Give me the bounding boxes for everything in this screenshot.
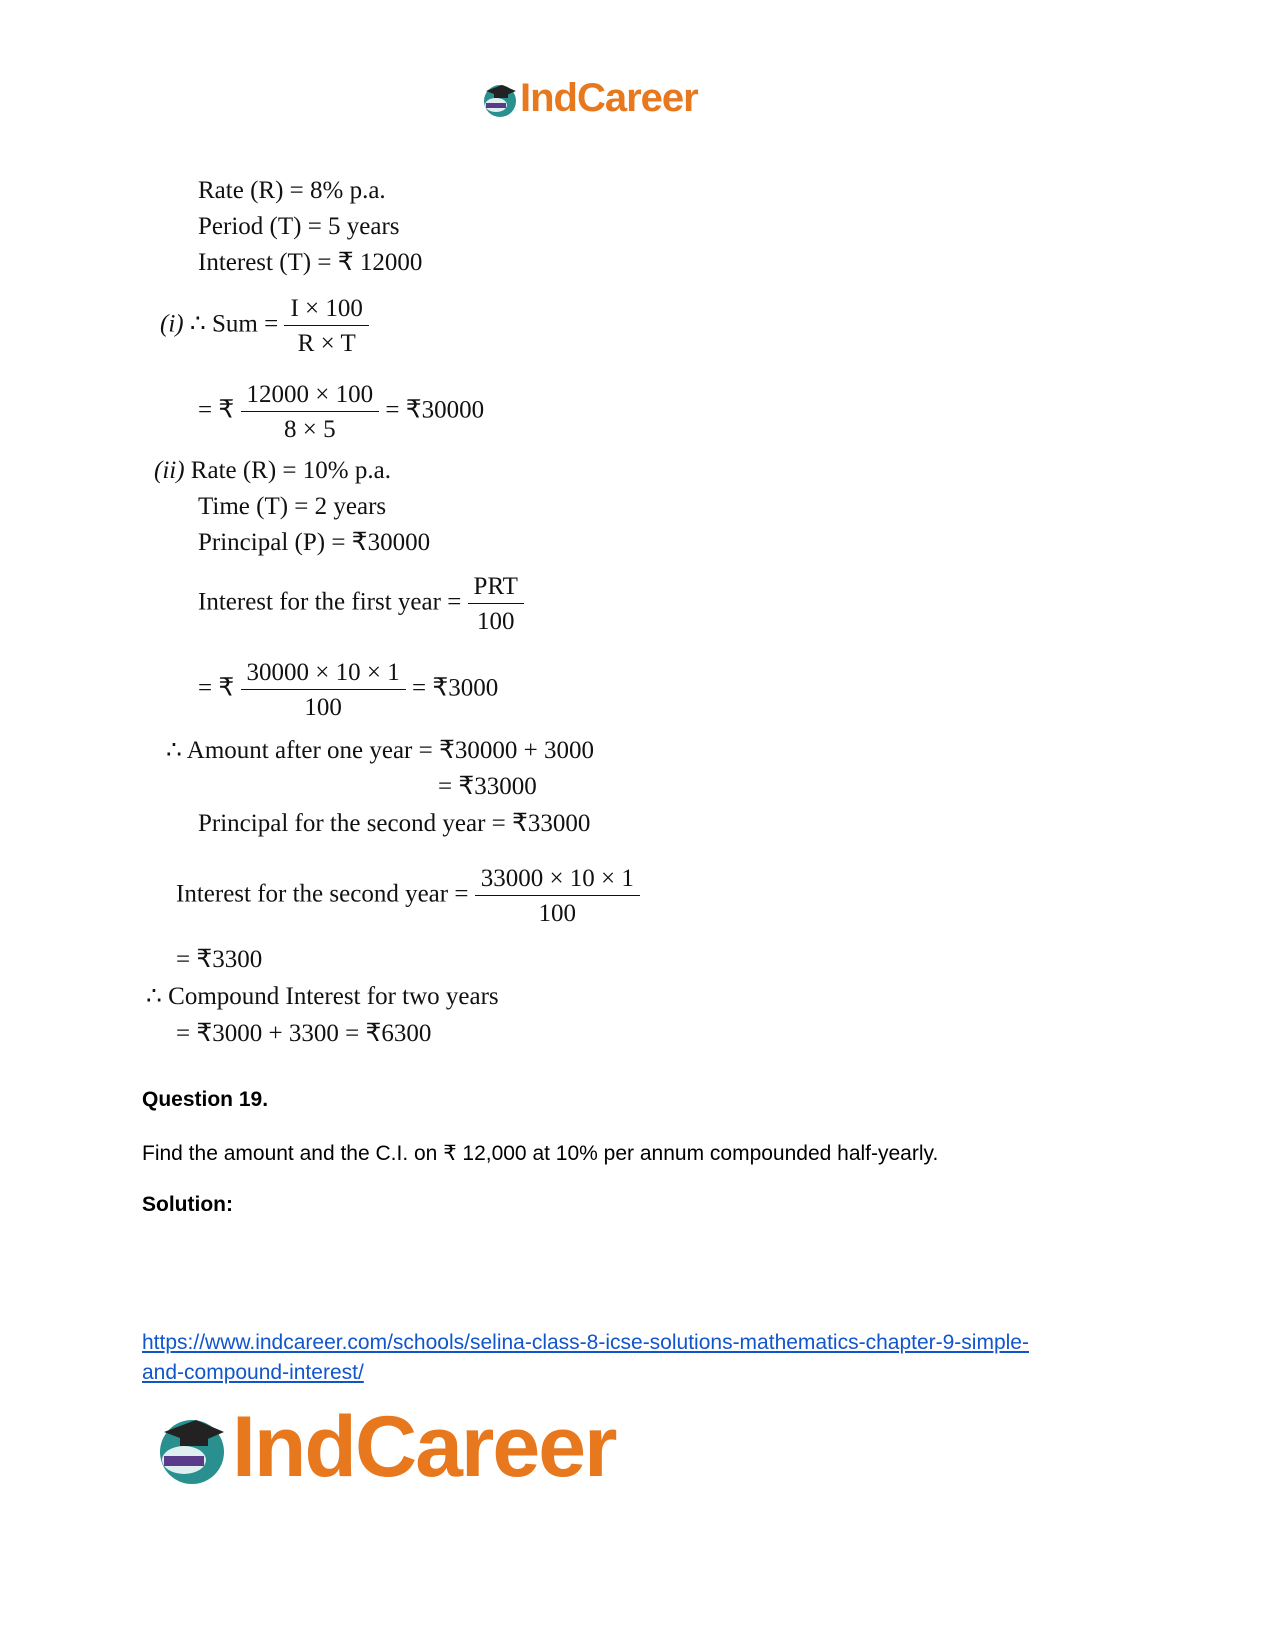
therefore-symbol: ∴	[146, 983, 162, 1010]
interest-first-year-label: Interest for the first year =	[198, 588, 462, 616]
header-logo-text: IndCareer	[520, 76, 698, 120]
sum-formula	[160, 296, 369, 356]
footer-link-block	[142, 1328, 1029, 1388]
principal2-line: Principal (P) = ₹30000	[198, 529, 431, 556]
sum-result: = ₹30000	[385, 396, 485, 424]
sum-fraction	[284, 296, 368, 356]
compound-interest-result: = ₹3000 + 3300 = ₹6300	[176, 1020, 432, 1047]
compound-interest-line	[146, 984, 499, 1009]
footer-source-link-line1[interactable]: https://www.indcareer.com/schools/selina-class-8-icse-solutions-mathematics-chapter-9-simple-	[142, 1331, 1029, 1354]
interest-second-year-denominator: 100	[538, 900, 577, 927]
sum-calc-numerator: 12000 × 100	[241, 382, 380, 412]
interest-first-year-denominator: 100	[476, 608, 515, 635]
solution-label: Solution:	[142, 1193, 233, 1216]
interest-first-calc-numerator: 30000 × 10 × 1	[241, 660, 406, 690]
therefore-symbol: ∴	[166, 737, 182, 764]
rate2-text: Rate (R) = 10% p.a.	[190, 457, 391, 484]
question-heading: Question 19.	[142, 1088, 269, 1111]
part-ii-marker: (ii)	[154, 457, 185, 484]
interest-second-year-result: = ₹3300	[176, 946, 263, 973]
interest-first-year-fraction	[468, 574, 524, 634]
compound-interest-label: Compound Interest for two years	[168, 983, 499, 1010]
sum-label: Sum =	[212, 310, 279, 338]
question-text: Find the amount and the C.I. on ₹ 12,000 at 10% per annum compounded half-yearly.	[142, 1142, 939, 1165]
interest-first-result: = ₹3000	[411, 674, 499, 702]
interest-line: Interest (T) = ₹ 12000	[198, 249, 423, 276]
rate-line: Rate (R) = 8% p.a.	[198, 177, 386, 204]
header-logo	[480, 76, 698, 121]
amount-one-year-text: Amount after one year = ₹30000 + 3000	[186, 737, 594, 764]
sum-numerator: I × 100	[284, 296, 368, 326]
sum-calculation	[198, 382, 484, 442]
sum-calc-prefix: = ₹	[198, 396, 235, 424]
part-ii-rate-line	[154, 458, 391, 483]
interest-second-year-formula	[176, 866, 640, 926]
time2-line: Time (T) = 2 years	[198, 493, 387, 520]
footer-logo-text: IndCareer	[232, 1399, 616, 1495]
sum-calc-fraction	[241, 382, 380, 442]
graduation-globe-icon	[152, 1408, 232, 1488]
period-line: Period (T) = 5 years	[198, 213, 400, 240]
interest-first-calc-prefix: = ₹	[198, 674, 235, 702]
interest-second-year-fraction	[475, 866, 640, 926]
footer-logo	[152, 1398, 616, 1497]
sum-calc-denominator: 8 × 5	[284, 416, 336, 443]
interest-first-year-numerator: PRT	[468, 574, 524, 604]
graduation-globe-icon	[480, 79, 520, 119]
interest-first-year-calculation	[198, 660, 498, 720]
part-i-marker: (i)	[160, 310, 184, 338]
footer-source-link-line2[interactable]: and-compound-interest/	[142, 1361, 364, 1384]
therefore-symbol: ∴	[189, 310, 206, 338]
interest-second-year-label: Interest for the second year =	[176, 880, 469, 908]
amount-one-year-result: = ₹33000	[438, 773, 537, 800]
principal-second-year-line: Principal for the second year = ₹33000	[198, 810, 591, 837]
interest-first-calc-fraction	[241, 660, 406, 720]
amount-one-year-line	[166, 738, 594, 763]
interest-first-calc-denominator: 100	[304, 694, 342, 721]
interest-first-year-formula	[198, 574, 524, 634]
interest-second-year-numerator: 33000 × 10 × 1	[475, 866, 640, 896]
sum-denominator: R × T	[297, 330, 356, 357]
